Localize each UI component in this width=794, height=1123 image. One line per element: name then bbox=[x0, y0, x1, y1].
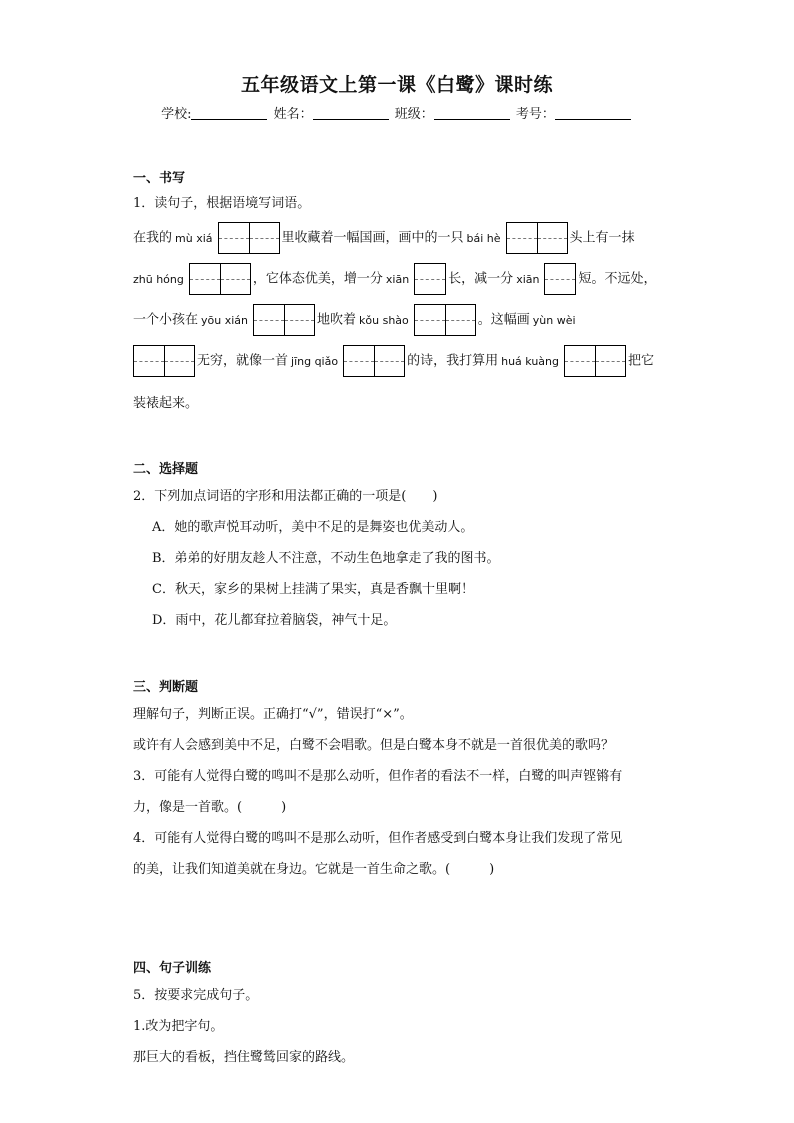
exam-number-blank[interactable] bbox=[555, 107, 631, 120]
answer-grid-xian-1[interactable] bbox=[414, 263, 446, 295]
text-segment: 无穷，就像一首 bbox=[197, 353, 289, 369]
judgment-context: 或许有人会感到美中不足，白鹭不会唱歌。但是白鹭本身不就是一首很优美的歌吗？ bbox=[133, 738, 615, 753]
text-segment: 短。不远处， bbox=[578, 271, 657, 287]
judgment-instructions: 理解句子，判断正误。正确打“√”，错误打“×”。 bbox=[133, 707, 413, 722]
fill-line-1 bbox=[133, 222, 635, 254]
answer-grid-xian-2[interactable] bbox=[544, 263, 576, 295]
pinyin-huakuang: huá kuàng bbox=[501, 354, 559, 368]
page-title: 五年级语文上第一课《白鹭》课时练 bbox=[240, 74, 553, 96]
text-segment: 头上有一抹 bbox=[569, 230, 635, 246]
school-label: 学校: bbox=[161, 107, 192, 122]
pinyin-koushao: kǒu shào bbox=[359, 313, 409, 327]
answer-grid-jingqiao[interactable] bbox=[343, 345, 405, 377]
text-segment: 。这幅画 bbox=[477, 312, 530, 328]
option-b[interactable]: B．弟弟的好朋友趁人不注意，不动生色地拿走了我的图书。 bbox=[152, 551, 500, 566]
text-segment: 在我的 bbox=[133, 230, 173, 246]
answer-grid-muxia[interactable] bbox=[218, 222, 280, 254]
pinyin-muxia: mù xiá bbox=[175, 231, 213, 245]
section-heading-choice: 二、选择题 bbox=[133, 462, 199, 477]
question-3-line-1: 3．可能有人觉得白鹭的鸣叫不是那么动听，但作者的看法不一样，白鹭的叫声铿锵有 bbox=[133, 769, 623, 784]
pinyin-xian-2: xiān bbox=[516, 272, 540, 286]
option-a[interactable]: A．她的歌声悦耳动听，美中不足的是舞姿也优美动人。 bbox=[152, 520, 474, 535]
text-segment: 一个小孩在 bbox=[133, 312, 199, 328]
name-label: 姓名： bbox=[273, 107, 313, 122]
option-d[interactable]: D．雨中，花儿都耷拉着脑袋，神气十足。 bbox=[152, 613, 397, 628]
question-4-line-1: 4．可能有人觉得白鹭的鸣叫不是那么动听，但作者感受到白鹭本身让我们发现了常见 bbox=[133, 831, 623, 846]
section-heading-judgment: 三、判断题 bbox=[133, 680, 199, 695]
question-3-line-2[interactable]: 力，像是一首歌。( ) bbox=[133, 800, 287, 815]
pinyin-yunwei: yùn wèi bbox=[532, 313, 576, 327]
answer-grid-yunwei[interactable] bbox=[133, 345, 195, 377]
answer-grid-youxian[interactable] bbox=[253, 304, 315, 336]
text-segment: 长，减一分 bbox=[448, 271, 514, 287]
question-5-prompt: 5．按要求完成句子。 bbox=[133, 988, 259, 1003]
subquestion-1-label: 1.改为把字句。 bbox=[133, 1019, 224, 1034]
pinyin-youxian: yōu xián bbox=[201, 313, 249, 327]
student-info-row bbox=[0, 103, 794, 122]
text-segment: 地吹着 bbox=[317, 312, 357, 328]
exam-number-label: 考号： bbox=[515, 107, 555, 122]
text-segment: 把它 bbox=[628, 353, 655, 369]
answer-grid-zhuhong[interactable] bbox=[189, 263, 251, 295]
text-segment: ，它体态优美，增一分 bbox=[252, 271, 383, 287]
fill-line-3 bbox=[133, 304, 579, 336]
section-heading-writing: 一、书写 bbox=[133, 171, 186, 186]
answer-grid-huakuang[interactable] bbox=[564, 345, 626, 377]
class-label: 班级： bbox=[394, 107, 434, 122]
section-heading-sentence: 四、句子训练 bbox=[133, 961, 212, 976]
fill-line-5: 装裱起来。 bbox=[133, 396, 199, 411]
fill-line-4 bbox=[133, 345, 654, 377]
text-segment: 的诗，我打算用 bbox=[407, 353, 499, 369]
question-4-line-2[interactable]: 的美，让我们知道美就在身边。它就是一首生命之歌。( ) bbox=[133, 862, 495, 877]
pinyin-xian-1: xiān bbox=[385, 272, 410, 286]
pinyin-zhuhong: zhū hóng bbox=[133, 272, 184, 286]
school-blank[interactable] bbox=[191, 107, 267, 120]
text-segment: 里收藏着一幅国画，画中的一只 bbox=[281, 230, 464, 246]
name-blank[interactable] bbox=[313, 107, 389, 120]
answer-grid-koushao[interactable] bbox=[414, 304, 476, 336]
class-blank[interactable] bbox=[434, 107, 510, 120]
question-1-prompt: 1．读句子，根据语境写词语。 bbox=[133, 196, 311, 211]
question-2-prompt: 2．下列加点词语的字形和用法都正确的一项是( ) bbox=[133, 489, 438, 504]
answer-grid-baihe[interactable] bbox=[506, 222, 568, 254]
pinyin-baihe: bái hè bbox=[466, 231, 501, 245]
subquestion-1-sentence: 那巨大的看板，挡住鹭鸶回家的路线。 bbox=[133, 1050, 355, 1065]
option-c[interactable]: C．秋天，家乡的果树上挂满了果实，真是香飘十里啊！ bbox=[152, 582, 474, 597]
pinyin-jingqiao: jīng qiǎo bbox=[291, 354, 339, 368]
fill-line-2 bbox=[133, 263, 656, 295]
